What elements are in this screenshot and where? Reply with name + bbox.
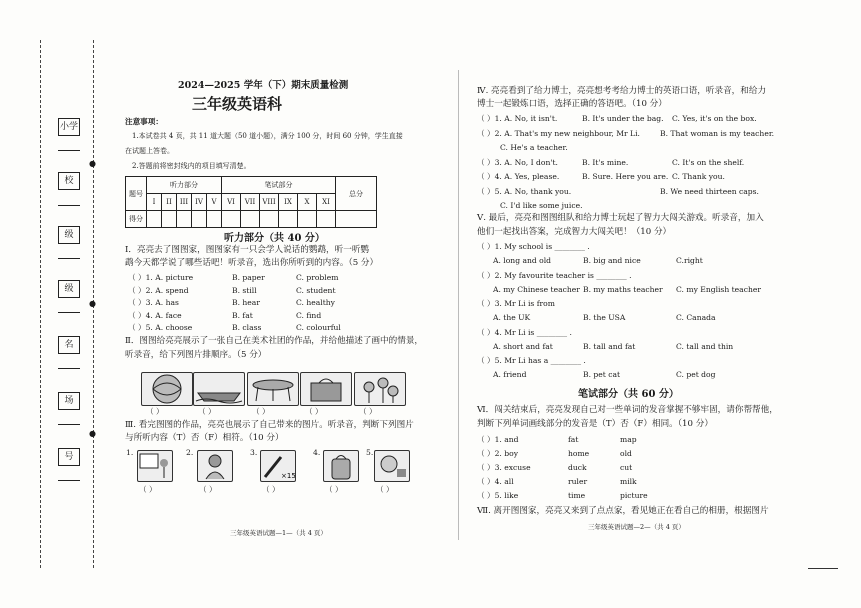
q6-word-b: ruler [568, 477, 588, 486]
q1-option-row: （ ）3. A. has [128, 298, 179, 307]
q3-number: 1. [126, 448, 134, 457]
q1-instruction: Ⅰ．亮亮去了图图家，图图家有一只会学人说话的鹦鹉，听一听鹦 [125, 245, 370, 255]
q5-option-c: C. pet dog [676, 370, 716, 379]
table-picture [247, 372, 299, 406]
score-table [125, 176, 377, 228]
notice-line: 1.本试卷共 4 页，共 11 道大题（50 道小题），满分 100 分，时间 60 分钟，学生直接 [132, 132, 403, 140]
q5-question: （ ）5. Mr Li has a ________ . [477, 356, 586, 365]
score-cell[interactable] [260, 211, 279, 228]
q6-word-row: （ ）4. all [477, 477, 514, 486]
pencil-picture [260, 450, 296, 482]
q4-option-row: （ ）5. A. No, thank you. [477, 186, 572, 196]
q4-option-b: B. It's mine. [582, 157, 629, 167]
q6-word-c: cut [620, 463, 633, 472]
score-row-label: 得分 [126, 211, 147, 228]
svg-text:×15: ×15 [281, 472, 295, 480]
score-col: VII [241, 194, 260, 211]
q1-instruction: 鹉今天都学说了哪些话吧！听录音，选出你所听到的内容。（5 分） [125, 258, 379, 268]
score-cell[interactable] [317, 211, 336, 228]
score-cell[interactable] [279, 211, 298, 228]
fold-mark: ● [89, 159, 96, 168]
q4-instruction: Ⅳ. 亮亮看到了给力博士，亮亮想考考给力博士的英语口语，听录音，和给力 [477, 86, 767, 96]
schoolbag-picture [323, 450, 359, 482]
q4-option-row: （ ）1. A. No, it isn't. [477, 114, 558, 123]
score-table-writing: 笔试部分 [222, 177, 336, 194]
score-table-label: 题号 [126, 177, 147, 211]
fold-mark: ● [89, 429, 96, 438]
q5-option-a: A. short and fat [493, 341, 553, 351]
q5-instruction: Ⅴ. 最后，亮亮和图图组队和给力博士玩起了智力大闯关游戏。听录音，加入 [477, 213, 764, 223]
q1-option-c: C. find [296, 310, 322, 320]
q3-answer-bracket[interactable]: （ ） [325, 485, 343, 494]
margin-label-seat-number: 号 [58, 448, 80, 466]
margin-fill-line [58, 258, 80, 259]
q1-option-c: C. healthy [296, 298, 335, 307]
q1-option-c: C. student [296, 285, 336, 295]
score-cell[interactable] [207, 211, 222, 228]
fold-mark: ● [89, 299, 96, 308]
q4-option-c: C. Thank you. [672, 172, 725, 181]
q3-instruction: 与所听内容（T）否（F）相符。（10 分） [125, 433, 284, 443]
bottom-edge-mark [808, 568, 838, 569]
writing-section-title: 笔试部分（共 60 分） [578, 389, 679, 400]
q2-answer-bracket[interactable]: （ ） [305, 407, 323, 416]
exam-year-line: 2024—2025 学年（下）期末质量检测 [178, 80, 349, 91]
q4-option-c: C. It's on the shelf. [672, 157, 745, 167]
flowers-picture [354, 372, 406, 406]
score-col: IV [192, 194, 207, 211]
q5-option-b: B. tall and fat [583, 341, 636, 351]
score-col: VIII [260, 194, 279, 211]
margin-label-exam-room: 场 [58, 392, 80, 410]
q3-answer-bracket[interactable]: （ ） [376, 485, 394, 494]
q3-answer-bracket[interactable]: （ ） [262, 485, 280, 494]
margin-fill-line [58, 312, 80, 313]
q5-option-a: A. friend [493, 370, 527, 379]
q4-option-b: C. I'd like some juice. [500, 201, 583, 210]
margin-fill-line [58, 150, 80, 151]
q6-word-b: duck [568, 463, 587, 472]
dog-picture [374, 450, 410, 482]
q1-option-row: （ ）4. A. face [128, 310, 182, 320]
q4-option-b: B. Sure. Here you are. [582, 172, 669, 181]
score-cell[interactable] [192, 211, 207, 228]
q3-answer-bracket[interactable]: （ ） [139, 485, 157, 494]
score-col: II [162, 194, 177, 211]
q4-option-c: B. That woman is my teacher. [660, 128, 775, 138]
q3-instruction: Ⅲ. 看完图图的作品，亮亮也展示了自己带来的图片。听录音，判断下列图片 [125, 420, 414, 430]
q2-instruction: Ⅱ．图图给亮亮展示了一张自己在美术社团的作品，并给他描述了画中的情景， [125, 336, 424, 346]
binding-line-outer [40, 40, 41, 568]
q1-option-b: B. fat [232, 310, 253, 320]
score-table-total: 总分 [336, 177, 377, 211]
margin-fill-line [58, 205, 80, 206]
q3-number: 2. [186, 448, 194, 457]
q4-option-row: （ ）2. A. That's my new neighbour, Mr Li. [477, 128, 640, 138]
q1-option-row: （ ）1. A. picture [128, 273, 194, 282]
q5-option-b: B. big and nice [583, 256, 641, 265]
score-col: VI [222, 194, 241, 211]
ball-picture [141, 372, 193, 406]
q5-option-b: B. the USA [583, 313, 626, 322]
q6-word-c: old [620, 449, 632, 458]
q5-question: （ ）3. Mr Li is from [477, 299, 555, 308]
q5-option-a: A. my Chinese teacher [493, 284, 580, 294]
q5-option-b: B. my maths teacher [583, 284, 663, 294]
q5-option-a: A. the UK [493, 313, 531, 322]
q2-answer-bracket[interactable]: （ ） [252, 407, 270, 416]
boy-picture [197, 450, 233, 482]
score-table-listening: 听力部分 [147, 177, 222, 194]
q3-answer-bracket[interactable]: （ ） [199, 485, 217, 494]
q6-instruction: Ⅵ．闯关结束后，亮亮发现自己对一些单词的发音掌握不够牢固，请你帮帮他， [477, 405, 778, 415]
q4-instruction: 博士一起锻炼口语，选择正确的答语吧。（10 分） [477, 99, 667, 109]
page-footer-right: 三年级英语试题—2—（共 4 页） [588, 523, 685, 531]
q1-option-b: B. paper [232, 273, 265, 282]
score-cell[interactable] [162, 211, 177, 228]
q1-option-b: B. hear [232, 298, 260, 307]
q6-word-row: （ ）1. and [477, 435, 519, 444]
margin-fill-line [58, 480, 80, 481]
boat-picture [193, 372, 245, 406]
q6-word-c: map [620, 435, 637, 444]
q5-instruction: 他们一起找出答案，完成智力大闯关吧！（10 分） [477, 227, 672, 237]
score-cell[interactable] [241, 211, 260, 228]
score-col: X [298, 194, 317, 211]
q5-option-c: C. my English teacher [676, 284, 761, 294]
q6-word-row: （ ）2. boy [477, 449, 518, 458]
q4-option-row: （ ）4. A. Yes, please. [477, 172, 560, 181]
q3-number: 3. [250, 448, 258, 457]
q4-option-c: B. We need thirteen caps. [660, 186, 759, 196]
teacher-picture [137, 450, 173, 482]
q5-question: （ ）4. Mr Li is ________ . [477, 327, 572, 337]
margin-label-school: 校 [58, 172, 80, 190]
score-cell[interactable] [147, 211, 162, 228]
q6-word-b: time [568, 491, 586, 500]
score-cell[interactable] [336, 211, 377, 228]
margin-fill-line [58, 424, 80, 425]
q1-option-b: B. class [232, 323, 262, 332]
q6-word-c: milk [620, 477, 637, 486]
q4-option-row: （ ）3. A. No, I don't. [477, 157, 558, 167]
score-col: V [207, 194, 222, 211]
q6-word-b: home [568, 449, 590, 458]
margin-label-grade: 级 [58, 226, 80, 244]
q3-number: 4. [313, 448, 321, 457]
margin-label-school-type: 小学 [58, 118, 80, 136]
q1-option-c: C. colourful [296, 323, 341, 332]
q5-option-a: A. long and old [493, 256, 552, 265]
q5-question: （ ）2. My favourite teacher is ________ . [477, 270, 632, 280]
score-col: I [147, 194, 162, 211]
q4-option-b: C. He's a teacher. [500, 143, 568, 152]
q5-option-c: C. Canada [676, 313, 716, 322]
page-divider [458, 70, 459, 540]
q5-option-c: C. tall and thin [676, 341, 734, 351]
q4-option-b: B. It's under the bag. [582, 114, 664, 123]
q3-number: 5. [366, 448, 374, 457]
q2-answer-bracket[interactable]: （ ） [146, 407, 164, 416]
listening-section-title: 听力部分（共 40 分） [224, 233, 325, 244]
q6-instruction: 判断下列单词画线部分的发音是（T）否（F）相同。（10 分） [477, 419, 713, 429]
notice-line: 2.答题前将密封线内的项目填写清楚。 [132, 162, 251, 170]
score-col: XI [317, 194, 336, 211]
q6-word-row: （ ）5. like [477, 491, 519, 500]
q2-answer-bracket[interactable]: （ ） [359, 407, 377, 416]
page-footer-left: 三年级英语试题—1—（共 4 页） [230, 529, 327, 537]
q5-option-c: C.right [676, 256, 703, 265]
margin-fill-line [58, 368, 80, 369]
q2-answer-bracket[interactable]: （ ） [198, 407, 216, 416]
q1-option-row: （ ）5. A. choose [128, 323, 193, 332]
notice-heading: 注意事项： [125, 117, 163, 126]
q6-word-c: picture [620, 491, 648, 500]
q7-instruction: Ⅶ. 离开图图家，亮亮又来到了点点家，看见她正在看自己的相册，根据图片 [477, 506, 769, 516]
score-col: III [177, 194, 192, 211]
q6-word-b: fat [568, 435, 579, 444]
q5-question: （ ）1. My school is ________ . [477, 242, 590, 251]
exam-title: 三年级英语科 [192, 95, 283, 113]
score-cell[interactable] [222, 211, 241, 228]
margin-label-name: 名 [58, 336, 80, 354]
q1-option-row: （ ）2. A. spend [128, 285, 189, 295]
q1-option-c: C. problem [296, 273, 339, 282]
score-col: IX [279, 194, 298, 211]
score-cell[interactable] [298, 211, 317, 228]
bag-picture [300, 372, 352, 406]
q6-word-row: （ ）3. excuse [477, 463, 531, 472]
q5-option-b: B. pet cat [583, 370, 621, 379]
q1-option-b: B. still [232, 285, 257, 295]
q2-instruction: 听录音，给下列图片排顺序。（5 分） [125, 350, 267, 360]
margin-label-class: 级 [58, 280, 80, 298]
notice-line: 在试题上答卷。 [125, 147, 174, 155]
q4-option-c: C. Yes, it's on the box. [672, 114, 757, 123]
score-cell[interactable] [177, 211, 192, 228]
